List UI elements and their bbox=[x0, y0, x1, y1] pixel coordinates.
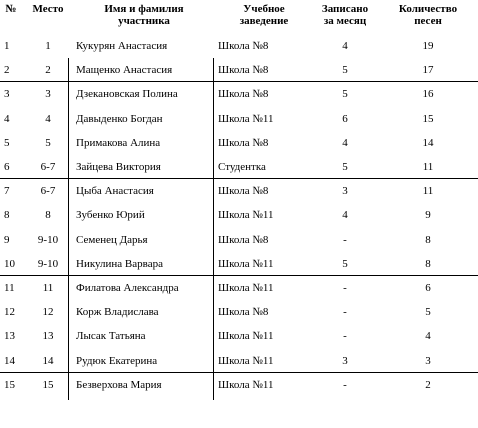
header-num: № bbox=[5, 3, 17, 15]
cell-num: 4 bbox=[4, 113, 10, 125]
cell-school: Школа №8 bbox=[218, 306, 269, 318]
cell-num: 3 bbox=[4, 88, 10, 100]
cell-songs: 6 bbox=[425, 282, 431, 294]
cell-songs: 11 bbox=[422, 185, 434, 197]
cell-place: 9-10 bbox=[37, 258, 59, 270]
cell-school: Школа №8 bbox=[218, 88, 269, 100]
cell-name: Корж Владислава bbox=[76, 306, 159, 318]
header-place: Место bbox=[32, 3, 64, 15]
cell-school: Студентка bbox=[218, 161, 266, 173]
cell-num: 10 bbox=[4, 258, 15, 270]
cell-num: 13 bbox=[4, 330, 15, 342]
cell-name: Зайцева Виктория bbox=[76, 161, 161, 173]
cell-place: 3 bbox=[45, 88, 51, 100]
cell-name: Кукурян Анастасия bbox=[76, 40, 168, 52]
cell-recorded: - bbox=[343, 234, 347, 246]
cell-songs: 15 bbox=[422, 113, 434, 125]
cell-school: Школа №11 bbox=[218, 379, 274, 391]
cell-name: Мащенко Анастасия bbox=[76, 64, 173, 76]
cell-school: Школа №8 bbox=[218, 234, 269, 246]
cell-num: 5 bbox=[4, 137, 10, 149]
cell-num: 9 bbox=[4, 234, 10, 246]
cell-place: 8 bbox=[45, 209, 51, 221]
cell-songs: 11 bbox=[422, 161, 434, 173]
cell-num: 7 bbox=[4, 185, 10, 197]
cell-place: 15 bbox=[42, 379, 54, 391]
cell-recorded: - bbox=[343, 379, 347, 391]
cell-name: Дзекановская Полина bbox=[76, 88, 178, 100]
cell-name: Примакова Алина bbox=[76, 137, 161, 149]
cell-recorded: 3 bbox=[342, 185, 348, 197]
cell-place: 14 bbox=[42, 355, 54, 367]
cell-name: Лысак Татьяна bbox=[76, 330, 146, 342]
cell-num: 6 bbox=[4, 161, 10, 173]
col-divider-2 bbox=[213, 58, 214, 400]
cell-recorded: 5 bbox=[342, 88, 348, 100]
cell-recorded: 4 bbox=[342, 209, 348, 221]
cell-school: Школа №11 bbox=[218, 113, 274, 125]
cell-school: Школа №8 bbox=[218, 40, 269, 52]
row-separator bbox=[0, 372, 478, 373]
cell-name: Давыденко Богдан bbox=[76, 113, 163, 125]
cell-place: 6-7 bbox=[40, 161, 56, 173]
cell-place: 11 bbox=[42, 282, 54, 294]
cell-name: Цыба Анастасия bbox=[76, 185, 154, 197]
cell-school: Школа №11 bbox=[218, 209, 274, 221]
cell-recorded: 6 bbox=[342, 113, 348, 125]
cell-num: 2 bbox=[4, 64, 10, 76]
cell-recorded: 4 bbox=[342, 137, 348, 149]
cell-name: Безверхова Мария bbox=[76, 379, 162, 391]
cell-songs: 5 bbox=[425, 306, 431, 318]
cell-name: Филатова Александра bbox=[76, 282, 179, 294]
cell-school: Школа №8 bbox=[218, 185, 269, 197]
cell-num: 15 bbox=[4, 379, 15, 391]
cell-place: 12 bbox=[42, 306, 54, 318]
cell-place: 1 bbox=[45, 40, 51, 52]
cell-name: Рудюк Екатерина bbox=[76, 355, 158, 367]
cell-recorded: - bbox=[343, 330, 347, 342]
cell-songs: 3 bbox=[425, 355, 431, 367]
cell-place: 2 bbox=[45, 64, 51, 76]
cell-songs: 8 bbox=[425, 258, 431, 270]
cell-recorded: 5 bbox=[342, 64, 348, 76]
cell-recorded: 5 bbox=[342, 258, 348, 270]
cell-songs: 8 bbox=[425, 234, 431, 246]
cell-place: 13 bbox=[42, 330, 54, 342]
cell-num: 14 bbox=[4, 355, 15, 367]
cell-place: 4 bbox=[45, 113, 51, 125]
cell-place: 9-10 bbox=[37, 234, 59, 246]
cell-songs: 4 bbox=[425, 330, 431, 342]
cell-num: 1 bbox=[4, 40, 10, 52]
cell-place: 6-7 bbox=[40, 185, 56, 197]
cell-songs: 16 bbox=[422, 88, 434, 100]
cell-school: Школа №11 bbox=[218, 258, 274, 270]
cell-recorded: 4 bbox=[342, 40, 348, 52]
cell-name: Никулина Варвара bbox=[76, 258, 163, 270]
cell-school: Школа №11 bbox=[218, 282, 274, 294]
cell-recorded: 5 bbox=[342, 161, 348, 173]
cell-songs: 19 bbox=[422, 40, 434, 52]
cell-songs: 2 bbox=[425, 379, 431, 391]
cell-songs: 17 bbox=[422, 64, 434, 76]
cell-name: Семенец Дарья bbox=[76, 234, 148, 246]
cell-recorded: - bbox=[343, 306, 347, 318]
cell-name: Зубенко Юрий bbox=[76, 209, 145, 221]
cell-recorded: 3 bbox=[342, 355, 348, 367]
cell-school: Школа №11 bbox=[218, 355, 274, 367]
cell-songs: 14 bbox=[422, 137, 434, 149]
cell-num: 11 bbox=[4, 282, 15, 294]
cell-school: Школа №8 bbox=[218, 64, 269, 76]
col-divider-1 bbox=[68, 58, 69, 400]
cell-school: Школа №11 bbox=[218, 330, 274, 342]
row-separator bbox=[0, 275, 478, 276]
header-recorded: Записано за месяц bbox=[321, 3, 369, 27]
cell-num: 12 bbox=[4, 306, 15, 318]
row-separator bbox=[0, 81, 478, 82]
row-separator bbox=[0, 178, 478, 179]
header-school: Учебное заведение bbox=[239, 3, 289, 27]
cell-recorded: - bbox=[343, 282, 347, 294]
cell-school: Школа №8 bbox=[218, 137, 269, 149]
header-name: Имя и фамилия участника bbox=[104, 3, 184, 27]
cell-num: 8 bbox=[4, 209, 10, 221]
cell-place: 5 bbox=[45, 137, 51, 149]
cell-songs: 9 bbox=[425, 209, 431, 221]
header-songs: Количество песен bbox=[398, 3, 458, 27]
